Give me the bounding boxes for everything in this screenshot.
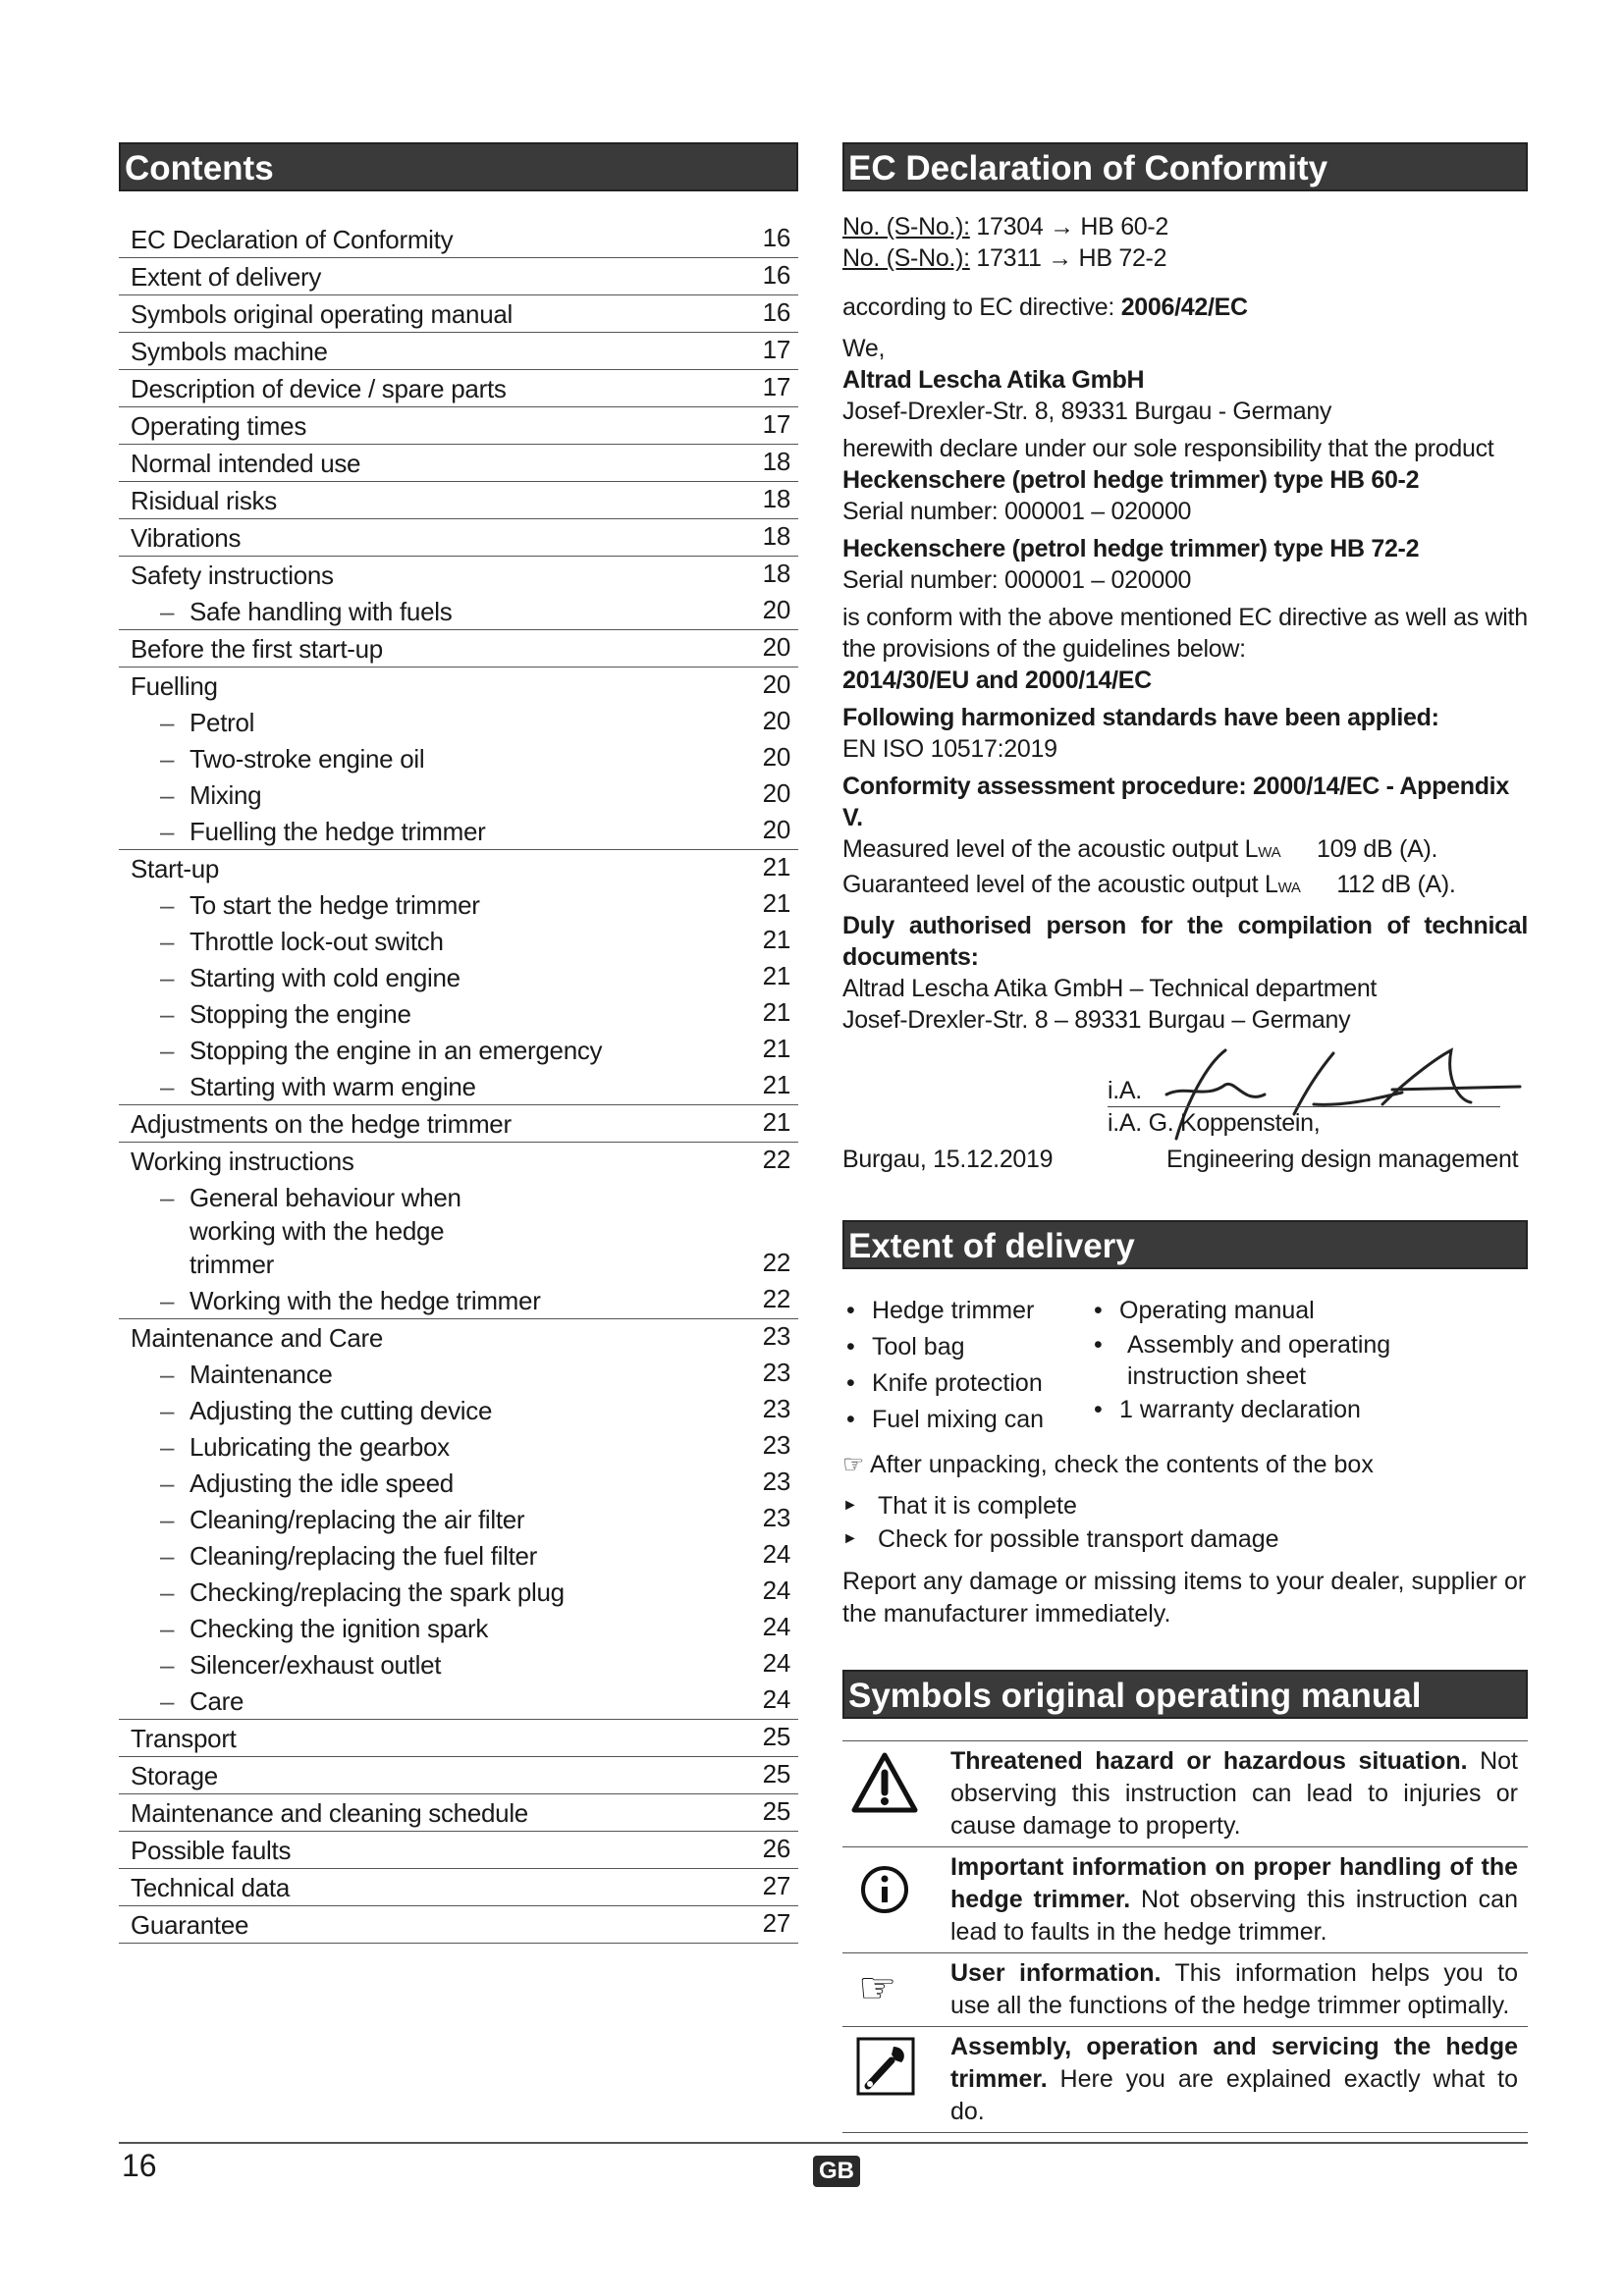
toc-entry-label: Safe handling with fuels [189,597,453,626]
toc-entry[interactable] [119,776,798,813]
right-column [842,142,1528,2133]
symbol-title: Assembly, operation and servicing the hedge trimmer. [950,2033,1518,2093]
toc-entry[interactable] [119,370,798,407]
dash-marker: – [160,1614,175,1643]
toc-entry[interactable] [119,1392,798,1428]
delivery-heading: Extent of delivery [842,1220,1528,1269]
toc-entry[interactable] [119,1428,798,1465]
toc-entry-label: Start-up [131,854,220,883]
toc-entry[interactable] [119,1574,798,1610]
toc-entry-label: To start the hedge trimmer [189,890,480,920]
toc-entry-label: Possible faults [131,1836,292,1865]
toc-entry[interactable] [119,1832,798,1869]
toc-entry-page: 20 [762,706,790,735]
symbol-text: This information helps you to use all the functions of the hedge trimmer optimally. [950,1959,1518,2019]
toc-entry[interactable] [119,593,798,630]
table-of-contents [119,221,798,1944]
signature-lines [1108,1045,1500,1139]
toc-entry-label: Storage [131,1761,218,1790]
toc-entry-label: Vibrations [131,523,242,553]
toc-entry-page: 16 [762,297,790,327]
toc-entry-page: 20 [762,595,790,624]
toc-entry-page: 21 [762,997,790,1027]
toc-entry-label: Guarantee [131,1910,249,1940]
symbol-row-info [842,1846,1528,1952]
ia-line-1 [1108,1045,1500,1107]
toc-entry-label: Safety instructions [131,561,334,590]
symbol-title: Threatened hazard or hazardous situation. [950,1747,1468,1775]
toc-entry-label: Fuelling the hedge trimmer [189,817,486,846]
dash-marker: – [160,1360,175,1389]
toc-entry[interactable] [119,519,798,557]
dash-marker: – [160,744,175,774]
symbol-row-hazard [842,1740,1528,1846]
authorised-company: Altrad Lescha Atika GmbH – Technical department [842,975,1378,1002]
delivery-list [842,1293,1528,1440]
signatory-role: Engineering design management [1166,1146,1519,1173]
toc-entry[interactable] [119,1682,798,1720]
toc-entry-label: Symbols original operating manual [131,299,513,329]
toc-entry-page: 21 [762,1034,790,1063]
serial-no-label-2: No. (S-No.): [842,244,970,272]
contents-column [119,142,798,1944]
list-item: ► Check for possible transport damage [842,1522,1528,1556]
toc-entry[interactable] [119,1319,798,1356]
dash-marker: – [160,597,175,626]
toc-entry[interactable] [119,445,798,482]
product-2: Heckenschere (petrol hedge trimmer) type HB 72-2 [842,535,1420,562]
toc-entry-label: Mixing [189,780,262,810]
dash-marker: – [160,1072,175,1101]
directive-number: 2006/42/EC [1120,294,1248,321]
toc-entry-page: 24 [762,1539,790,1569]
toc-entry-label: Starting with warm engine [189,1072,476,1101]
signatory-name: G. Koppenstein, [1148,1109,1321,1137]
toc-entry-page: 21 [762,1070,790,1099]
contents-heading: Contents [119,142,798,191]
toc-entry[interactable] [119,482,798,519]
toc-entry[interactable] [119,1610,798,1646]
measured-level-label: Measured level of the acoustic output L [842,835,1259,863]
toc-entry-page: 24 [762,1612,790,1641]
toc-entry-page: 23 [762,1358,790,1387]
assessment-procedure: Conformity assessment procedure: 2000/14/EC - Appendix V. [842,773,1509,831]
dash-marker: – [160,1036,175,1065]
toc-entry-label: Lubricating the gearbox [189,1432,450,1462]
toc-entry-label: Cleaning/replacing the fuel filter [189,1541,538,1571]
toc-entry-page: 24 [762,1684,790,1714]
pointing-hand-icon [850,1955,919,2024]
toc-entry[interactable] [119,258,798,295]
serial-range-2: Serial number: 000001 – 020000 [842,566,1192,594]
language-badge: GB [813,2156,860,2187]
toc-entry-page: 23 [762,1467,790,1496]
toc-entry-page: 18 [762,521,790,551]
toc-entry[interactable] [119,557,798,593]
toc-entry-label: Before the first start-up [131,634,383,664]
toc-entry-page: 25 [762,1722,790,1751]
list-item: • Assembly and operating instruction sheet [1090,1329,1483,1392]
ia-line-2 [1108,1107,1500,1139]
toc-entry[interactable] [119,630,798,667]
toc-entry-label: Description of device / spare parts [131,374,507,403]
toc-entry-label: Checking the ignition spark [189,1614,489,1643]
company-address: Josef-Drexler-Str. 8, 89331 Burgau - Germany [842,398,1332,425]
dash-marker: – [160,1432,175,1462]
toc-entry-label: Working instructions [131,1147,354,1176]
dash-marker: – [160,817,175,846]
toc-entry-page: 20 [762,815,790,844]
toc-entry-label: Adjusting the idle speed [189,1468,454,1498]
toc-entry-page: 20 [762,669,790,699]
svg-text:☞: ☞ [858,1963,897,2013]
dash-marker: – [160,1183,175,1212]
user-note [842,1448,1528,1481]
toc-entry-page: 27 [762,1908,790,1938]
toc-entry[interactable] [119,1032,798,1068]
declaration-body [842,211,1528,1202]
toc-entry-page: 25 [762,1759,790,1789]
signature-block [842,1045,1528,1202]
toc-entry-label: General behaviour when working with the hedge trimmer [189,1183,461,1279]
toc-entry-label: Checking/replacing the spark plug [189,1577,565,1607]
toc-entry-label: Two-stroke engine oil [189,744,425,774]
toc-entry-label: Cleaning/replacing the air filter [189,1505,525,1534]
toc-entry[interactable] [119,1906,798,1944]
toc-entry-label: Normal intended use [131,449,361,478]
symbol-row-assembly [842,2026,1528,2133]
symbol-title: Important information on proper handling of the hedge trimmer. [950,1853,1518,1913]
company-name: Altrad Lescha Atika GmbH [842,366,1145,394]
herewith-text: herewith declare under our sole responsibility that the product [842,435,1494,462]
page-number: 16 [122,2148,157,2183]
delivery-items-left [842,1293,1044,1438]
toc-entry-page: 26 [762,1834,790,1863]
toc-entry-label: Adjusting the cutting device [189,1396,493,1425]
list-item: ► That it is complete [842,1489,1528,1522]
toc-entry-page: 21 [762,961,790,990]
toc-entry-page: 24 [762,1648,790,1678]
toc-entry-page: 22 [762,1145,790,1174]
toc-entry-label: Stopping the engine [189,999,411,1029]
toc-entry-label: Maintenance and cleaning schedule [131,1798,528,1828]
toc-entry-page: 21 [762,925,790,954]
toc-entry-label: Stopping the engine in an emergency [189,1036,603,1065]
toc-entry-label: Symbols machine [131,337,328,366]
dash-marker: – [160,1505,175,1534]
toc-entry-page: 23 [762,1503,790,1532]
dash-marker: – [160,1577,175,1607]
serial-range-1: Serial number: 000001 – 020000 [842,498,1192,525]
we-text: We, [842,335,886,362]
toc-entry-page: 17 [762,335,790,364]
toc-entry[interactable] [119,1537,798,1574]
pointing-hand-icon: ☞ [842,1451,865,1478]
toc-entry[interactable] [119,1143,798,1179]
toc-entry-page: 23 [762,1321,790,1351]
dash-marker: – [160,708,175,737]
toc-entry-label: Extent of delivery [131,262,322,292]
toc-entry[interactable] [119,740,798,776]
toc-entry-page: 18 [762,484,790,513]
toc-entry-label: Starting with cold engine [189,963,460,992]
symbols-table [842,1740,1528,2133]
toc-entry[interactable] [119,886,798,923]
list-item: • Fuel mixing can [842,1402,1044,1438]
toc-entry-page: 20 [762,742,790,772]
toc-entry-page: 21 [762,852,790,881]
dash-marker: – [160,927,175,956]
toc-entry-page: 21 [762,1107,790,1137]
toc-entry-label: Risidual risks [131,486,277,515]
harmonized-standard: EN ISO 10517:2019 [842,735,1057,763]
list-item: • Knife protection [842,1365,1044,1402]
wrench-icon [850,2035,919,2104]
toc-entry-page: 24 [762,1575,790,1605]
toc-entry[interactable] [119,1068,798,1105]
toc-entry-label: Care [189,1686,244,1716]
toc-entry[interactable] [119,1282,798,1319]
toc-entry-page: 17 [762,372,790,401]
serial-no-label-1: No. (S-No.): [842,213,970,240]
toc-entry[interactable] [119,813,798,850]
toc-entry-label: Technical data [131,1873,291,1902]
toc-entry[interactable] [119,295,798,333]
toc-entry[interactable] [119,1757,798,1794]
toc-entry[interactable] [119,221,798,258]
guaranteed-level-label: Guaranteed level of the acoustic output L [842,871,1278,898]
authorised-title: Duly authorised person for the compilation of technical documents: [842,912,1528,971]
toc-entry-page: 18 [762,559,790,588]
toc-entry[interactable] [119,850,798,886]
toc-entry-page: 16 [762,260,790,290]
note-text: After unpacking, check the contents of the box [870,1451,1374,1478]
delivery-items-right [1090,1293,1483,1428]
ia-label-2: i.A. [1108,1109,1142,1137]
info-circle-icon [850,1855,919,1924]
toc-entry-page: 22 [762,1284,790,1313]
toc-entry-label: Transport [131,1724,237,1753]
list-item: • 1 warranty declaration [1090,1392,1483,1428]
dash-marker: – [160,1541,175,1571]
toc-entry[interactable] [119,1794,798,1832]
toc-entry-page: 22 [762,1248,790,1277]
dash-marker: – [160,890,175,920]
product-1: Heckenschere (petrol hedge trimmer) type HB 60-2 [842,466,1420,494]
place-date: Burgau, 15.12.2019 [842,1146,1054,1173]
dash-marker: – [160,1468,175,1498]
toc-entry-page: 20 [762,778,790,808]
measured-level-value: 109 dB (A). [1316,835,1438,863]
toc-entry-page: 27 [762,1871,790,1900]
symbol-row-user-info [842,1952,1528,2026]
footer-divider [119,2142,1528,2144]
dash-marker: – [160,1686,175,1716]
directive-prefix: according to EC directive: [842,294,1121,321]
toc-entry-page: 23 [762,1430,790,1460]
guaranteed-subscript: WA [1277,880,1301,896]
toc-entry-page: 21 [762,888,790,918]
toc-entry-label: Petrol [189,708,255,737]
toc-entry-label: Silencer/exhaust outlet [189,1650,442,1680]
toc-entry-label: Throttle lock-out switch [189,927,444,956]
toc-entry[interactable] [119,667,798,704]
warning-triangle-icon [850,1749,919,1818]
toc-entry[interactable] [119,959,798,995]
symbol-title: User information. [950,1959,1162,1987]
toc-entry[interactable] [119,1356,798,1392]
report-text: Report any damage or missing items to your dealer, supplier or the manufacturer immediately. [842,1568,1527,1628]
symbol-text: Not observing this instruction can lead to faults in the hedge trimmer. [950,1886,1518,1946]
toc-entry-page: 20 [762,632,790,662]
toc-entry[interactable] [119,1720,798,1757]
toc-entry[interactable] [119,1869,798,1906]
authorised-address: Josef-Drexler-Str. 8 – 89331 Burgau – Germany [842,1006,1351,1034]
toc-entry[interactable] [119,1646,798,1682]
toc-entry[interactable] [119,1501,798,1537]
dash-marker: – [160,999,175,1029]
toc-entry-label: Fuelling [131,671,218,701]
check-list [842,1489,1528,1556]
toc-entry-page: 17 [762,409,790,439]
toc-entry-page: 23 [762,1394,790,1423]
list-item: • Operating manual [1090,1293,1483,1329]
toc-entry[interactable] [119,1465,798,1501]
harmonized-title: Following harmonized standards have been applied: [842,704,1439,731]
toc-entry-label: Operating times [131,411,307,441]
serial-no-value-2: 17311 → HB 72-2 [976,244,1167,272]
serial-no-value-1: 17304 → HB 60-2 [976,213,1169,240]
measured-subscript: WA [1258,844,1281,861]
guidelines: 2014/30/EU and 2000/14/EC [842,667,1152,694]
list-item: • Tool bag [842,1329,1044,1365]
symbols-heading: Symbols original operating manual [842,1670,1528,1719]
conform-text: is conform with the above mentioned EC directive as well as with the provisions of the guidelines below: [842,604,1528,663]
dash-marker: – [160,780,175,810]
dash-marker: – [160,963,175,992]
dash-marker: – [160,1650,175,1680]
dash-marker: – [160,1396,175,1425]
symbol-text: Not observing this instruction can lead to injuries or cause damage to property. [950,1747,1518,1840]
toc-entry[interactable] [119,923,798,959]
toc-entry-label: EC Declaration of Conformity [131,225,454,254]
declaration-heading: EC Declaration of Conformity [842,142,1528,191]
toc-entry-page: 16 [762,223,790,252]
toc-entry[interactable] [119,995,798,1032]
list-item: • Hedge trimmer [842,1293,1044,1329]
toc-entry[interactable] [119,704,798,740]
toc-entry-page: 25 [762,1796,790,1826]
toc-entry[interactable] [119,1105,798,1143]
toc-entry-label: Adjustments on the hedge trimmer [131,1109,512,1139]
toc-entry-page: 18 [762,447,790,476]
toc-entry[interactable] [119,1179,798,1282]
symbol-text: Here you are explained exactly what to do. [950,2065,1518,2125]
toc-entry[interactable] [119,407,798,445]
toc-entry-label: Maintenance and Care [131,1323,384,1353]
toc-entry[interactable] [119,333,798,370]
guaranteed-level-value: 112 dB (A). [1336,871,1456,898]
dash-marker: – [160,1286,175,1315]
ia-label-1: i.A. [1108,1077,1142,1104]
toc-entry-label: Working with the hedge trimmer [189,1286,541,1315]
toc-entry-label: Maintenance [189,1360,333,1389]
